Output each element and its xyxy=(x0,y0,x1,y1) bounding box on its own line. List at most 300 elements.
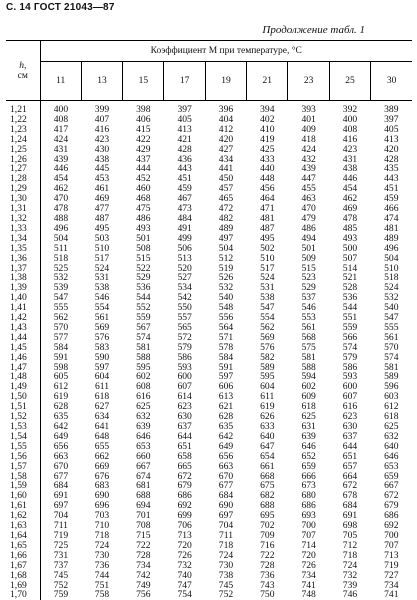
coefficient-value: 433 xyxy=(260,153,275,165)
coefficient-header: Коэффициент M при температуре, °C xyxy=(40,41,412,62)
coefficient-value: 718 xyxy=(342,549,358,561)
coefficient-value: 423 xyxy=(342,143,358,155)
coefficient-value: 424 xyxy=(301,143,316,155)
h-value: 1,43 xyxy=(6,323,40,333)
coefficient-value: 561 xyxy=(384,331,399,343)
coefficient-value: 486 xyxy=(301,222,316,234)
coefficient-value: 686 xyxy=(301,500,316,512)
coefficient-value: 658 xyxy=(177,450,192,462)
coefficient-value: 605 xyxy=(53,371,69,383)
coefficient-value: 446 xyxy=(53,163,69,175)
coefficient-value: 431 xyxy=(53,143,69,155)
coefficient-value: 719 xyxy=(53,529,69,541)
coefficient-value: 611 xyxy=(260,391,275,403)
coefficient-value: 741 xyxy=(301,579,316,591)
h-value: 1,27 xyxy=(6,164,40,174)
coefficient-value: 574 xyxy=(342,341,358,353)
coefficient-value: 756 xyxy=(136,589,151,600)
coefficient-value: 469 xyxy=(342,203,358,215)
coefficient-value: 669 xyxy=(94,460,110,472)
coefficient-value: 752 xyxy=(53,579,69,591)
coefficient-value: 551 xyxy=(342,312,358,324)
table-row xyxy=(6,101,412,115)
coefficient-value: 586 xyxy=(177,351,192,363)
coefficient-value: 408 xyxy=(342,123,358,135)
coefficient-value: 522 xyxy=(136,262,151,274)
coefficient-value: 611 xyxy=(94,381,110,393)
coefficient-value: 461 xyxy=(94,183,110,195)
coefficient-value: 712 xyxy=(342,539,358,551)
coefficient-value: 399 xyxy=(94,104,110,115)
temperature-header: 15 xyxy=(123,62,164,101)
h-value: 1,54 xyxy=(6,432,40,442)
coefficient-value: 614 xyxy=(177,391,192,403)
coefficient-value: 572 xyxy=(177,331,192,343)
coefficient-value: 489 xyxy=(218,222,234,234)
coefficient-value: 479 xyxy=(301,212,316,224)
coefficient-value: 758 xyxy=(94,589,110,600)
coefficient-value: 397 xyxy=(384,113,399,125)
coefficient-value: 711 xyxy=(218,529,233,541)
coefficient-value: 453 xyxy=(94,173,110,185)
coefficient-value: 547 xyxy=(260,302,275,314)
coefficient-value: 625 xyxy=(301,411,316,423)
coefficient-value: 475 xyxy=(136,203,151,215)
temperature-header-row xyxy=(6,62,412,101)
temperature-header: 13 xyxy=(81,62,122,101)
coefficient-value: 581 xyxy=(136,341,151,353)
coefficient-value: 570 xyxy=(384,341,399,353)
coefficient-value: 715 xyxy=(136,529,151,541)
coefficient-value: 693 xyxy=(301,510,316,522)
coefficient-value: 616 xyxy=(342,401,358,413)
coefficient-value: 405 xyxy=(177,113,192,125)
coefficient-value: 413 xyxy=(384,133,399,145)
coefficient-value: 612 xyxy=(53,381,69,393)
coefficient-value: 472 xyxy=(218,203,234,215)
coefficient-value: 517 xyxy=(260,262,275,274)
coefficient-value: 531 xyxy=(260,282,275,294)
coefficient-value: 690 xyxy=(218,500,234,512)
coefficient-value: 604 xyxy=(260,381,275,393)
coefficient-value: 684 xyxy=(53,480,69,492)
coefficient-value: 702 xyxy=(260,520,275,532)
coefficient-value: 588 xyxy=(301,361,316,373)
h-value: 1,35 xyxy=(6,244,40,254)
coefficient-value: 641 xyxy=(94,421,110,432)
coefficient-value: 469 xyxy=(94,193,110,205)
h-value: 1,61 xyxy=(6,501,40,511)
coefficient-value: 428 xyxy=(177,143,192,155)
coefficient-value: 568 xyxy=(301,331,316,343)
coefficient-value: 576 xyxy=(94,331,110,343)
coefficient-value: 465 xyxy=(218,193,234,205)
coefficient-value: 748 xyxy=(301,589,316,600)
coefficient-value: 740 xyxy=(177,569,192,581)
coefficient-value: 584 xyxy=(218,351,234,363)
coefficient-value: 561 xyxy=(94,312,110,324)
coefficient-value: 394 xyxy=(260,104,275,115)
coefficient-value: 677 xyxy=(53,470,69,482)
coefficient-value: 726 xyxy=(177,549,192,561)
coefficient-value: 710 xyxy=(94,520,110,532)
h-value: 1,36 xyxy=(6,254,40,264)
coefficient-value: 561 xyxy=(301,321,316,333)
h-value: 1,52 xyxy=(6,412,40,422)
coefficient-value: 488 xyxy=(53,212,69,224)
h-value: 1,47 xyxy=(6,363,40,373)
coefficient-value: 662 xyxy=(94,450,110,462)
coefficient-value: 646 xyxy=(301,440,316,452)
coefficient-value: 642 xyxy=(218,430,234,442)
h-value: 1,57 xyxy=(6,462,40,472)
coefficient-value: 653 xyxy=(384,460,399,472)
coefficient-value: 661 xyxy=(260,460,275,472)
coefficient-value: 431 xyxy=(342,153,358,165)
coefficient-value: 537 xyxy=(301,292,316,304)
coefficient-value: 745 xyxy=(53,569,69,581)
coefficient-value: 548 xyxy=(218,302,234,314)
coefficient-value: 686 xyxy=(177,490,192,502)
coefficient-value: 600 xyxy=(177,371,192,383)
coefficient-value: 646 xyxy=(384,450,399,462)
coefficient-value: 445 xyxy=(94,163,110,175)
coefficient-value: 618 xyxy=(94,391,110,403)
coefficient-value: 666 xyxy=(301,470,316,482)
coefficient-value: 454 xyxy=(342,183,358,195)
coefficient-value: 623 xyxy=(342,411,358,423)
coefficient-value: 680 xyxy=(301,490,316,502)
coefficient-value: 589 xyxy=(260,361,275,373)
coefficient-value: 663 xyxy=(218,460,234,472)
coefficient-value: 503 xyxy=(94,232,110,244)
coefficient-value: 681 xyxy=(136,480,151,492)
coefficient-value: 562 xyxy=(260,321,275,333)
coefficient-value: 546 xyxy=(301,302,316,314)
coefficient-value: 415 xyxy=(136,123,151,135)
coefficient-value: 602 xyxy=(301,381,316,393)
coefficient-value: 623 xyxy=(177,401,192,413)
coefficient-value: 457 xyxy=(218,183,234,195)
coefficient-value: 582 xyxy=(260,351,275,363)
coefficient-value: 496 xyxy=(53,222,69,234)
coefficient-value: 468 xyxy=(136,193,151,205)
coefficient-value: 591 xyxy=(53,351,69,363)
coefficient-value: 630 xyxy=(342,421,358,432)
coefficient-value: 389 xyxy=(384,104,399,115)
coefficient-value: 718 xyxy=(218,539,234,551)
coefficient-value: 434 xyxy=(218,153,234,165)
coefficient-value: 637 xyxy=(342,430,358,442)
coefficient-value: 651 xyxy=(177,440,192,452)
coefficient-value: 417 xyxy=(53,123,69,135)
coefficient-value: 443 xyxy=(384,173,399,185)
coefficient-value: 510 xyxy=(94,242,110,254)
coefficient-value: 412 xyxy=(218,123,234,135)
coefficient-value: 495 xyxy=(94,222,110,234)
coefficient-value: 713 xyxy=(177,529,192,541)
coefficient-value: 471 xyxy=(260,203,275,215)
coefficient-value: 432 xyxy=(301,153,316,165)
coefficient-value: 682 xyxy=(260,490,275,502)
h-value: 1,37 xyxy=(6,264,40,274)
coefficient-value: 477 xyxy=(94,203,110,215)
h-value: 1,62 xyxy=(6,511,40,521)
coefficient-value: 481 xyxy=(260,212,275,224)
coefficient-value: 526 xyxy=(218,272,234,284)
coefficient-value: 608 xyxy=(136,381,151,393)
coefficient-value: 495 xyxy=(260,232,275,244)
coefficient-value: 527 xyxy=(177,272,192,284)
coefficient-value: 578 xyxy=(218,341,234,353)
temperature-header: 21 xyxy=(247,62,288,101)
coefficient-value: 546 xyxy=(94,292,110,304)
coefficient-value: 665 xyxy=(177,460,192,472)
coefficient-value: 603 xyxy=(384,391,399,403)
h-value: 1,32 xyxy=(6,214,40,224)
coefficient-value: 595 xyxy=(136,361,151,373)
coefficient-value: 678 xyxy=(342,490,358,502)
coefficient-value: 694 xyxy=(136,500,151,512)
coefficient-value: 724 xyxy=(342,559,358,571)
coefficient-value: 604 xyxy=(94,371,110,383)
coefficient-value: 751 xyxy=(94,579,110,591)
coefficient-value: 701 xyxy=(136,510,151,522)
coefficient-value: 534 xyxy=(177,282,192,294)
temperature-header: 30 xyxy=(371,62,412,101)
coefficient-value: 593 xyxy=(342,371,358,383)
coefficient-value: 654 xyxy=(260,450,275,462)
coefficient-value: 574 xyxy=(136,331,151,343)
coefficient-value: 540 xyxy=(384,302,399,314)
coefficient-value: 542 xyxy=(177,292,192,304)
coefficient-value: 464 xyxy=(260,193,275,205)
h-value: 1,30 xyxy=(6,194,40,204)
coefficient-value: 514 xyxy=(342,262,358,274)
coefficient-value: 441 xyxy=(218,163,234,175)
coefficient-value: 738 xyxy=(218,569,234,581)
h-value: 1,51 xyxy=(6,402,40,412)
coefficient-value: 683 xyxy=(94,480,110,492)
coefficient-value: 628 xyxy=(53,401,69,413)
coefficient-value: 508 xyxy=(136,242,151,254)
coefficient-value: 741 xyxy=(384,589,399,600)
coefficient-value: 559 xyxy=(136,312,151,324)
coefficient-value: 581 xyxy=(384,361,399,373)
coefficient-value: 422 xyxy=(136,133,151,145)
coefficient-value: 679 xyxy=(177,480,192,492)
coefficient-value: 635 xyxy=(218,421,234,432)
coefficient-value: 655 xyxy=(94,440,110,452)
coefficient-value: 726 xyxy=(301,559,316,571)
coefficient-value: 618 xyxy=(384,411,399,423)
page-header: С. 14 ГОСТ 21043—87 xyxy=(6,2,115,13)
coefficient-value: 706 xyxy=(177,520,192,532)
h-value: 1,55 xyxy=(6,442,40,452)
coefficient-value: 481 xyxy=(384,222,399,234)
coefficient-value: 536 xyxy=(136,282,151,294)
coefficient-value: 532 xyxy=(218,282,234,294)
coefficient-value: 485 xyxy=(342,222,358,234)
coefficient-value: 577 xyxy=(53,331,69,343)
table-row xyxy=(6,590,412,600)
coefficient-value: 752 xyxy=(218,589,234,600)
coefficient-value: 659 xyxy=(301,460,316,472)
coefficient-value: 594 xyxy=(301,371,316,383)
coefficient-value: 722 xyxy=(260,549,275,561)
coefficient-value: 626 xyxy=(260,411,275,423)
coefficient-value: 499 xyxy=(177,232,192,244)
coefficient-value: 482 xyxy=(218,212,234,224)
coefficient-value: 679 xyxy=(384,500,399,512)
h-column-header xyxy=(6,41,40,101)
coefficient-value: 467 xyxy=(177,193,192,205)
coefficient-value: 691 xyxy=(342,510,358,522)
coefficient-value: 524 xyxy=(260,272,275,284)
coefficient-value: 724 xyxy=(94,539,110,551)
coefficient-value: 737 xyxy=(53,559,69,571)
coefficient-value: 504 xyxy=(218,242,234,254)
coefficient-value: 640 xyxy=(260,430,275,442)
coefficient-value: 544 xyxy=(136,292,151,304)
coefficient-value: 446 xyxy=(342,173,358,185)
coefficient-value: 452 xyxy=(136,173,151,185)
coefficient-value: 455 xyxy=(301,183,316,195)
coefficient-value: 524 xyxy=(94,262,110,274)
coefficient-value: 695 xyxy=(260,510,275,522)
coefficient-value: 547 xyxy=(384,312,399,324)
coefficient-value: 538 xyxy=(94,282,110,294)
coefficient-value: 730 xyxy=(94,549,110,561)
coefficient-value: 656 xyxy=(53,440,69,452)
coefficient-value: 493 xyxy=(136,222,151,234)
coefficient-value: 647 xyxy=(260,440,275,452)
h-value: 1,65 xyxy=(6,541,40,551)
coefficient-value: 497 xyxy=(218,232,234,244)
coefficient-value: 732 xyxy=(342,569,358,581)
coefficient-value: 438 xyxy=(94,153,110,165)
coefficient-value: 591 xyxy=(218,361,234,373)
coefficient-value: 619 xyxy=(260,401,275,413)
coefficient-value: 409 xyxy=(301,123,316,135)
coefficient-value: 478 xyxy=(342,212,358,224)
coefficient-value: 447 xyxy=(301,173,316,185)
coefficient-value: 531 xyxy=(94,272,110,284)
coefficient-value: 684 xyxy=(342,500,358,512)
coefficient-value: 428 xyxy=(384,153,399,165)
coefficient-value: 451 xyxy=(177,173,192,185)
coefficient-value: 423 xyxy=(94,133,110,145)
coefficient-value: 724 xyxy=(218,549,234,561)
coefficient-value: 579 xyxy=(342,351,358,363)
coefficient-value: 736 xyxy=(260,569,275,581)
coefficient-value: 398 xyxy=(136,104,151,115)
coefficient-value: 699 xyxy=(177,510,192,522)
h-value: 1,64 xyxy=(6,531,40,541)
coefficient-value: 420 xyxy=(384,143,399,155)
coefficient-value: 405 xyxy=(384,123,399,135)
coefficient-value: 652 xyxy=(301,450,316,462)
coefficient-value: 704 xyxy=(53,510,69,522)
coefficient-value: 532 xyxy=(53,272,69,284)
coefficient-value: 459 xyxy=(177,183,192,195)
coefficient-value: 509 xyxy=(301,252,316,264)
coefficient-value: 496 xyxy=(384,242,399,254)
coefficient-value: 532 xyxy=(384,292,399,304)
coefficient-value: 550 xyxy=(177,302,192,314)
coefficient-value: 410 xyxy=(260,123,275,135)
coefficient-value: 418 xyxy=(301,133,316,145)
coefficient-value: 700 xyxy=(301,520,316,532)
h-value: 1,44 xyxy=(6,333,40,343)
coefficient-value: 649 xyxy=(53,430,69,442)
coefficient-value: 436 xyxy=(177,153,192,165)
coefficient-value: 707 xyxy=(301,529,316,541)
coefficient-value: 440 xyxy=(260,163,275,175)
coefficient-value: 400 xyxy=(342,113,358,125)
coefficient-value: 606 xyxy=(218,381,234,393)
coefficient-value: 747 xyxy=(177,579,192,591)
coefficient-value: 474 xyxy=(384,212,399,224)
coefficient-value: 569 xyxy=(260,331,275,343)
temperature-header: 19 xyxy=(205,62,246,101)
coefficient-value: 538 xyxy=(260,292,275,304)
h-value: 1,41 xyxy=(6,303,40,313)
coefficient-value: 621 xyxy=(218,401,234,413)
h-value: 1,56 xyxy=(6,452,40,462)
coefficient-value: 510 xyxy=(384,262,399,274)
coefficient-value: 518 xyxy=(384,272,399,284)
coefficient-value: 625 xyxy=(384,421,399,432)
coefficient-value: 448 xyxy=(260,173,275,185)
coefficient-value: 649 xyxy=(218,440,234,452)
table-row xyxy=(6,254,412,264)
coefficient-value: 456 xyxy=(260,183,275,195)
coefficient-value: 504 xyxy=(384,252,399,264)
coefficient-value: 396 xyxy=(218,104,234,115)
coefficient-value: 413 xyxy=(177,123,192,135)
coefficient-value: 736 xyxy=(94,559,110,571)
coefficient-value: 639 xyxy=(136,421,151,432)
coefficient-value: 590 xyxy=(94,351,110,363)
coefficient-value: 718 xyxy=(94,529,110,541)
coefficient-value: 600 xyxy=(342,381,358,393)
coefficient-value: 644 xyxy=(342,440,358,452)
coefficient-value: 557 xyxy=(177,312,192,324)
coefficient-value: 660 xyxy=(136,450,151,462)
h-value: 1,45 xyxy=(6,343,40,353)
coefficient-value: 697 xyxy=(218,510,234,522)
h-value: 1,48 xyxy=(6,372,40,382)
coefficient-value: 625 xyxy=(136,401,151,413)
coefficient-value: 637 xyxy=(177,421,192,432)
coefficient-value: 402 xyxy=(260,113,275,125)
coefficient-value: 720 xyxy=(177,539,192,551)
coefficient-value: 749 xyxy=(136,579,151,591)
coefficient-value: 565 xyxy=(177,321,192,333)
coefficient-value: 672 xyxy=(342,480,358,492)
coefficient-value: 692 xyxy=(384,520,399,532)
coefficient-value: 672 xyxy=(384,490,399,502)
coefficient-value: 462 xyxy=(342,193,358,205)
coefficient-value: 618 xyxy=(301,401,316,413)
coefficient-value: 727 xyxy=(384,569,399,581)
coefficient-value: 635 xyxy=(53,411,69,423)
coefficient-value: 656 xyxy=(218,450,234,462)
coefficient-value: 675 xyxy=(260,480,275,492)
coefficient-value: 628 xyxy=(218,411,234,423)
coefficient-value: 708 xyxy=(136,520,151,532)
